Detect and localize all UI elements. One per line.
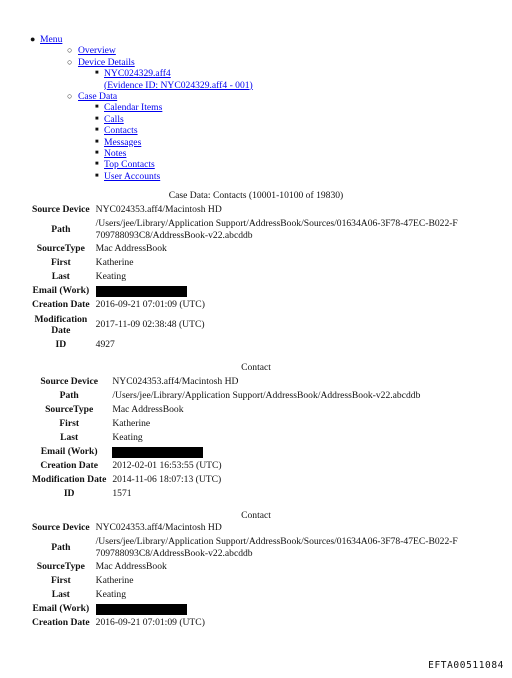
value-path: /Users/jee/Library/Application Support/AddressBook/AddressBook-v22.abcddb (112, 390, 421, 402)
value-source-device: NYC024353.aff4/Macintosh HD (95, 522, 222, 534)
value-email-work (92, 602, 460, 616)
value-source-device: NYC024353.aff4/Macintosh HD (95, 204, 222, 216)
contact-record-3 (30, 521, 460, 630)
redaction-box (112, 447, 203, 458)
device-file-link[interactable] (104, 68, 253, 91)
value-last: Keating (95, 271, 127, 283)
value-creation-date: 2016-09-21 07:01:09 (UTC) (95, 617, 205, 629)
row-source-device (30, 521, 460, 535)
square-bullet-icon: ■ (95, 161, 99, 168)
label-path: Path (51, 541, 71, 553)
label-source-type: SourceType (36, 243, 85, 255)
contact-caption-2: Contact (241, 362, 271, 373)
square-bullet-icon: ■ (95, 138, 99, 145)
label-source-device: Source Device (32, 522, 90, 534)
value-source-type: Mac AddressBook (112, 404, 184, 416)
menu-link[interactable]: Menu (40, 34, 63, 45)
row-id (30, 338, 460, 352)
row-email-work (30, 602, 460, 616)
label-path: Path (59, 390, 79, 402)
contacts-caption: Case Data: Contacts (10001-10100 of 19830) (168, 190, 344, 201)
path-line-1: /Users/jee/Library/Application Support/AddressBook/Sources/01634A06-3F78-47EC-B022-F (95, 218, 458, 230)
nav-item-contacts (40, 125, 253, 136)
label-source-device: Source Device (32, 204, 90, 216)
square-bullet-icon: ■ (95, 127, 99, 134)
path-line-2: 709788093C8/AddressBook-v22.abcddb (95, 229, 253, 241)
row-last (30, 431, 422, 445)
nav-item-messages (40, 137, 253, 148)
document-id-stamp: EFTA00511084 (428, 659, 504, 671)
value-modification-date: 2014-11-06 18:07:13 (UTC) (112, 474, 222, 486)
label-first: First (50, 257, 71, 269)
circle-bullet-icon: ○ (67, 91, 73, 102)
top-contacts-link[interactable]: Top Contacts (104, 159, 155, 171)
contacts-link[interactable]: Contacts (104, 125, 138, 137)
label-modification-line-2: Date (51, 325, 71, 336)
notes-link[interactable]: Notes (104, 148, 127, 160)
circle-bullet-icon: ○ (67, 56, 73, 67)
nav-item-device-file (40, 68, 253, 91)
nav-item-user-accounts (40, 171, 253, 182)
value-source-type: Mac AddressBook (95, 561, 167, 573)
value-source-device: NYC024353.aff4/Macintosh HD (112, 376, 239, 388)
label-creation-date: Creation Date (32, 299, 90, 311)
row-last (30, 270, 460, 284)
label-source-type: SourceType (36, 561, 85, 573)
row-source-device (30, 375, 422, 389)
row-first (30, 256, 460, 270)
label-source-type: SourceType (45, 404, 94, 416)
row-source-type (30, 403, 422, 417)
value-id: 4927 (95, 339, 115, 351)
nav-item-calendar-items (40, 102, 253, 113)
label-creation-date: Creation Date (40, 460, 98, 472)
value-first: Katherine (112, 418, 151, 430)
square-bullet-icon: ■ (95, 104, 99, 111)
row-modification-date (30, 312, 460, 338)
row-email-work (30, 284, 460, 298)
row-creation-date (30, 298, 460, 312)
label-email-work: Email (Work) (32, 603, 90, 615)
value-source-type: Mac AddressBook (95, 243, 167, 255)
messages-link[interactable]: Messages (104, 136, 142, 148)
value-path (92, 217, 460, 242)
row-source-type (30, 242, 460, 256)
evidence-id: (Evidence ID: NYC024329.aff4 - 001) (104, 79, 253, 91)
path-line-2: 709788093C8/AddressBook-v22.abcddb (95, 547, 253, 559)
redaction-box (96, 604, 187, 615)
value-path (92, 535, 460, 560)
nav-item-device-details (40, 57, 253, 68)
row-email-work (30, 445, 422, 459)
row-path (30, 535, 460, 560)
label-last: Last (60, 432, 79, 444)
path-line-1: /Users/jee/Library/Application Support/AddressBook/Sources/01634A06-3F78-47EC-B022-F (95, 536, 458, 548)
calendar-items-link[interactable]: Calendar Items (104, 102, 163, 114)
row-last (30, 588, 460, 602)
nav-menu (30, 34, 253, 182)
nav-item-calls (40, 114, 253, 125)
row-modification-date (30, 473, 422, 487)
row-first (30, 417, 422, 431)
label-modification-date (30, 312, 92, 338)
row-creation-date (30, 459, 422, 473)
value-id: 1571 (112, 488, 132, 500)
contact-caption-3: Contact (241, 510, 271, 521)
nav-item-overview (40, 45, 253, 56)
row-path (30, 389, 422, 403)
square-bullet-icon: ■ (95, 172, 99, 179)
label-creation-date: Creation Date (32, 617, 90, 629)
square-bullet-icon: ■ (95, 150, 99, 157)
nav-item-notes (40, 148, 253, 159)
label-first: First (59, 418, 80, 430)
device-details-link[interactable]: Device Details (78, 56, 135, 68)
label-last: Last (51, 589, 70, 601)
value-modification-date: 2017-11-09 02:38:48 (UTC) (95, 319, 205, 331)
calls-link[interactable]: Calls (104, 113, 124, 125)
row-first (30, 574, 460, 588)
value-first: Katherine (95, 257, 134, 269)
label-first: First (50, 575, 71, 587)
circle-bullet-icon: ○ (67, 45, 73, 56)
label-source-device: Source Device (40, 376, 98, 388)
square-bullet-icon: ■ (95, 115, 99, 122)
row-creation-date (30, 616, 460, 630)
row-id (30, 487, 422, 501)
row-source-type (30, 560, 460, 574)
nav-item-case-data (40, 91, 253, 102)
value-creation-date: 2016-09-21 07:01:09 (UTC) (95, 299, 205, 311)
label-email-work: Email (Work) (32, 285, 90, 297)
case-data-link[interactable]: Case Data (78, 91, 118, 103)
label-id: ID (55, 339, 67, 351)
row-path (30, 217, 460, 242)
overview-link[interactable]: Overview (78, 45, 116, 57)
redaction-box (96, 286, 187, 297)
label-id: ID (63, 488, 75, 500)
value-email-work (92, 284, 460, 298)
label-email-work: Email (Work) (40, 446, 98, 458)
user-accounts-link[interactable]: User Accounts (104, 170, 161, 182)
value-email-work (108, 445, 422, 459)
value-creation-date: 2012-02-01 16:53:55 (UTC) (112, 460, 222, 472)
label-path: Path (51, 223, 71, 235)
device-file-name: NYC024329.aff4 (104, 68, 171, 80)
disc-bullet-icon: ● (30, 34, 36, 44)
contact-record-2 (30, 375, 422, 501)
nav-item-menu (30, 34, 253, 45)
value-first: Katherine (95, 575, 134, 587)
square-bullet-icon: ■ (95, 70, 99, 77)
contact-record-1 (30, 203, 460, 352)
row-source-device (30, 203, 460, 217)
value-last: Keating (95, 589, 127, 601)
value-last: Keating (112, 432, 143, 444)
label-last: Last (51, 271, 70, 283)
nav-item-top-contacts (40, 159, 253, 170)
label-modification-date: Modification Date (32, 474, 107, 486)
label-modification-line-1: Modification (34, 313, 88, 325)
